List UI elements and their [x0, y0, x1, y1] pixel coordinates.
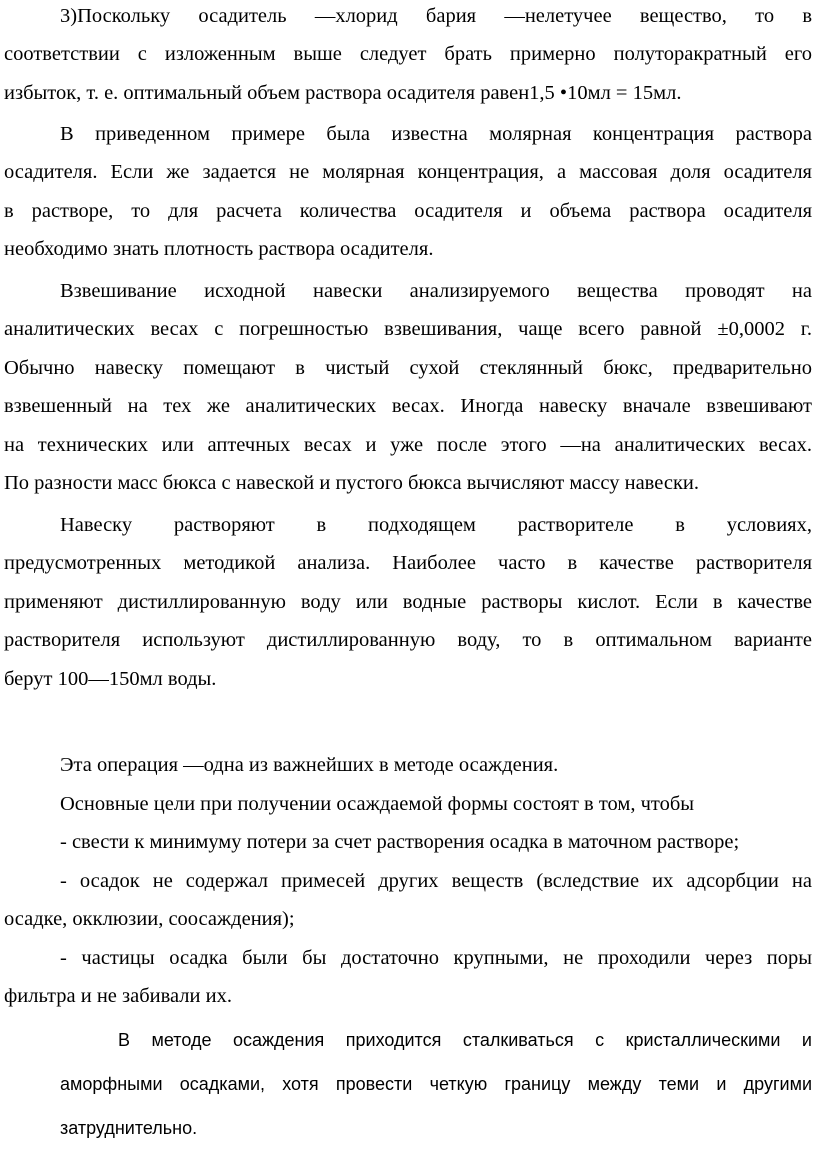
text-line: По разности масс бюкса с навеской и пустого бюкса вычисляют массу навески. — [4, 472, 699, 494]
text-line: Эта операция —одна из важнейших в методе осаждения. — [60, 754, 559, 776]
text-line: избыток, т. е. оптимальный объем раствора осадителя равен1,5 •10мл = 15мл. — [4, 82, 682, 104]
text-line: - частицы осадка были бы достаточно крупными, не проходили через поры — [60, 947, 812, 969]
text-line: растворителя используют дистиллированную воду, то в оптимальном варианте — [4, 629, 812, 651]
text-line: взвешенный на тех же аналитических весах. Иногда навеску вначале взвешивают — [4, 395, 812, 417]
text-line: на технических или аптечных весах и уже после этого —на аналитических весах. — [4, 434, 812, 456]
text-line: - осадок не содержал примесей других веществ (вследствие их адсорбции на — [60, 870, 812, 892]
text-line: Навеску растворяют в подходящем растворителе в условиях, — [60, 514, 812, 536]
text-line: осадителя. Если же задается не молярная концентрация, а массовая доля осадителя — [4, 161, 812, 183]
text-line: - свести к минимуму потери за счет растворения осадка в маточном растворе; — [60, 831, 740, 853]
text-line: осадке, окклюзии, соосаждения); — [4, 908, 295, 930]
text-line: необходимо знать плотность раствора осадителя. — [4, 238, 434, 260]
text-line: берут 100—150мл воды. — [4, 668, 217, 690]
text-line: соответствии с изложенным выше следует брать примерно полуторакратный его — [4, 43, 812, 65]
text-line: предусмотренных методикой анализа. Наиболее часто в качестве растворителя — [4, 552, 812, 574]
text-line: В методе осаждения приходится сталкиваться с кристаллическими и — [118, 1030, 812, 1050]
text-line: аналитических весах с погрешностью взвешивания, чаще всего равной ±0,0002 г. — [4, 318, 812, 340]
text-line: В приведенном примере была известна молярная концентрация раствора — [60, 123, 812, 145]
text-line: Взвешивание исходной навески анализируемого вещества проводят на — [60, 280, 812, 302]
text-line: 3)Поскольку осадитель —хлорид бария —нелетучее вещество, то в — [60, 5, 812, 27]
text-line: в растворе, то для расчета количества осадителя и объема раствора осадителя — [4, 200, 812, 222]
text-line: применяют дистиллированную воду или водные растворы кислот. Если в качестве — [4, 591, 812, 613]
text-line: фильтра и не забивали их. — [4, 985, 232, 1007]
text-line: Обычно навеску помещают в чистый сухой стеклянный бюкс, предварительно — [4, 357, 812, 379]
text-line: затруднительно. — [60, 1118, 198, 1138]
text-line: аморфными осадками, хотя провести четкую границу между теми и другими — [60, 1074, 812, 1094]
text-line: Основные цели при получении осаждаемой формы состоят в том, чтобы — [60, 793, 695, 815]
